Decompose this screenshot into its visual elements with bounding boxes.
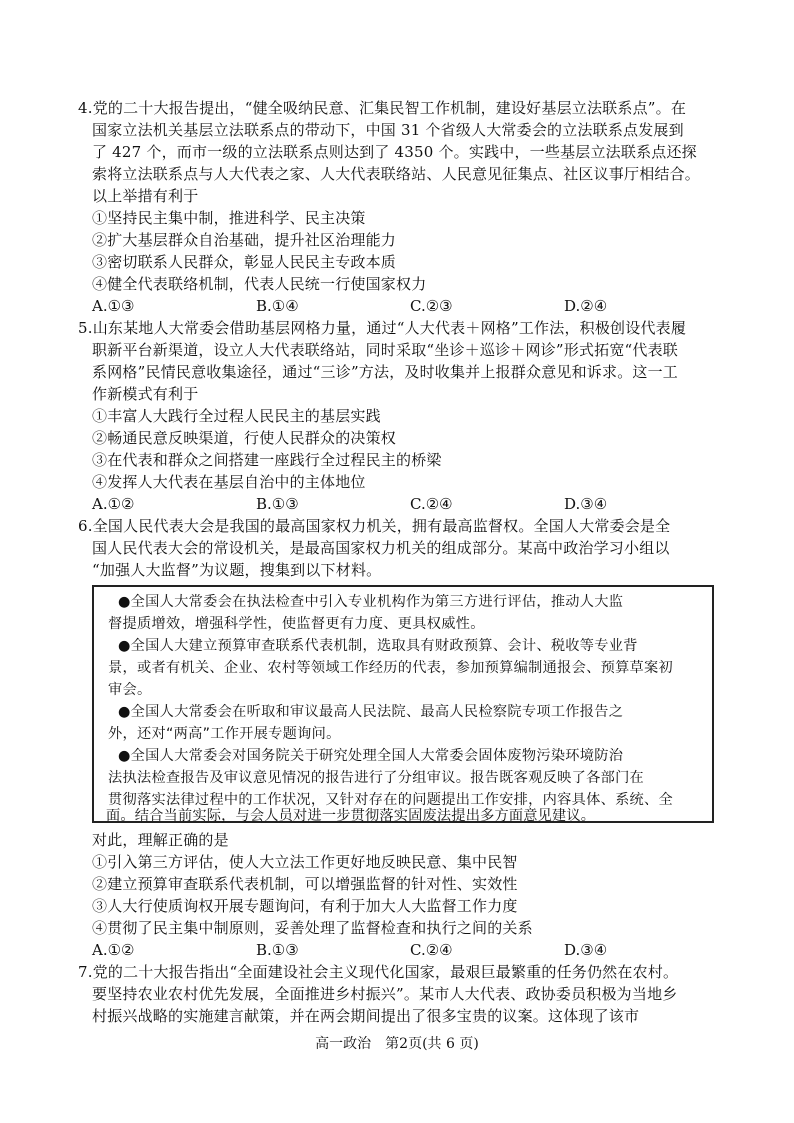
q5-item: ③在代表和群众之间搭建一座践行全过程民主的桥梁 <box>92 451 442 469</box>
material-line: 督提质增效，增强科学性，使监督更有力度、更具权威性。 <box>108 616 485 632</box>
material-line: ●全国人大常委会在听取和审议最高人民法院、最高人民检察院专项工作报告之 <box>118 704 624 720</box>
q4-option-a[interactable]: A.①③ <box>92 297 135 315</box>
q6-options <box>92 939 712 961</box>
q5-option-d[interactable]: D.③④ <box>564 495 608 513</box>
page-footer: 高一政治 第2页(共 6 页) <box>315 1036 479 1052</box>
q4-stem-line: 以上举措有利于 <box>92 187 199 205</box>
q5-option-c[interactable]: C.②④ <box>410 495 453 513</box>
q4-stem-line: 索将立法联系点与人大代表之家、人大代表联络站、人民意见征集点、社区议事厅相结合。 <box>92 165 701 183</box>
q6-option-c[interactable]: C.②④ <box>410 941 453 959</box>
q6-stem-line: “加强人大监督”为议题，搜集到以下材料。 <box>92 561 382 579</box>
q5-stem-line: 系网格”民情民意收集途径，通过“三诊”方法，及时收集并上报群众意见和诉求。这一工 <box>92 363 679 381</box>
q4-item: ③密切联系人民群众，彰显人民民主专政本质 <box>92 253 397 271</box>
q6-option-b[interactable]: B.①③ <box>256 941 299 959</box>
q5-stem-line: 职新平台新渠道，设立人大代表联络站，同时采取“坐诊＋巡诊＋网诊”形式拓宽“代表联 <box>92 341 679 359</box>
q6-stem-line: 6.全国人民代表大会是我国的最高国家权力机关，拥有最高监督权。全国人大常委会是全 <box>78 517 671 535</box>
q4-item: ①坚持民主集中制，推进科学、民主决策 <box>92 209 366 227</box>
material-line: ●全国人大常委会在执法检查中引入专业机构作为第三方进行评估，推动人大监 <box>118 594 624 610</box>
material-line: 法执法检查报告及审议意见情况的报告进行了分组审议。报告既客观反映了各部门在 <box>108 770 645 786</box>
q5-item: ②畅通民意反映渠道，行使人民群众的决策权 <box>92 429 397 447</box>
q7-stem-line: 要坚持农业农村优先发展，全面推进乡村振兴”。某市人大代表、政协委员积极为当地乡 <box>92 985 678 1003</box>
q5-options <box>92 493 712 515</box>
q6-item: ②建立预算审查联系代表机制，可以增强监督的针对性、实效性 <box>92 875 518 893</box>
q4-stem-line: 国家立法机关基层立法联系点的带动下，中国 31 个省级人大常委会的立法联系点发展到 <box>92 121 684 139</box>
q4-item: ②扩大基层群众自治基础，提升社区治理能力 <box>92 231 397 249</box>
q6-item: ③人大行使质询权开展专题询问，有利于加大人大监督工作力度 <box>92 897 518 915</box>
q4-item: ④健全代表联络机制，代表人民统一行使国家权力 <box>92 275 427 293</box>
q4-stem-line: 了 427 个，而市一级的立法联系点则达到了 4350 个。实践中，一些基层立法联系点还探 <box>92 143 697 161</box>
q6-item: ①引入第三方评估，使人大立法工作更好地反映民意、集中民智 <box>92 853 518 871</box>
q5-item: ④发挥人大代表在基层自治中的主体地位 <box>92 473 366 491</box>
material-line: 景，或者有机关、企业、农村等领域工作经历的代表，参加预算编制通报会、预算草案初 <box>108 660 674 676</box>
q4-stem-line: 4.党的二十大报告提出，“健全吸纳民意、汇集民智工作机制，建设好基层立法联系点”。在 <box>78 99 687 117</box>
q4-options <box>92 295 712 317</box>
material-box <box>92 585 714 823</box>
material-line: 贯彻落实法律过程中的工作状况，又针对存在的问题提出工作安排，内容具体、系统、全 <box>108 792 674 808</box>
q4-option-b[interactable]: B.①④ <box>256 297 299 315</box>
q6-option-d[interactable]: D.③④ <box>564 941 608 959</box>
q7-stem-line: 7.党的二十大报告指出“全面建设社会主义现代化国家，最艰巨最繁重的任务仍然在农村。 <box>78 963 679 981</box>
q5-option-a[interactable]: A.①② <box>92 495 135 513</box>
q6-question-stem: 对此，理解正确的是 <box>92 831 229 849</box>
q4-option-c[interactable]: C.②③ <box>410 297 453 315</box>
q5-stem-line: 作新模式有利于 <box>92 385 199 403</box>
q5-option-b[interactable]: B.①③ <box>256 495 299 513</box>
material-line: ●全国人大常委会对国务院关于研究处理全国人大常委会固体废物污染环境防治 <box>118 748 624 764</box>
material-line: 面。结合当前实际，与会人员对进一步贯彻落实固废法提出多方面意见建议。 <box>106 808 596 824</box>
q4-option-d[interactable]: D.②④ <box>564 297 608 315</box>
material-line: 外，还对“两高”工作开展专题询问。 <box>108 726 341 742</box>
material-line: 审会。 <box>108 682 152 698</box>
q5-stem-line: 5.山东某地人大常委会借助基层网格力量，通过“人大代表＋网格”工作法，积极创设代表履 <box>78 319 687 337</box>
q6-stem-line: 国人民代表大会的常设机关，是最高国家权力机关的组成部分。某高中政治学习小组以 <box>92 539 670 557</box>
q7-stem-line: 村振兴战略的实施建言献策，并在两会期间提出了很多宝贵的议案。这体现了该市 <box>92 1007 640 1025</box>
material-line: ●全国人大建立预算审查联系代表机制，选取具有财政预算、会计、税收等专业背 <box>118 638 638 654</box>
q6-item: ④贯彻了民主集中制原则，妥善处理了监督检查和执行之间的关系 <box>92 919 533 937</box>
q5-item: ①丰富人大践行全过程人民民主的基层实践 <box>92 407 381 425</box>
q6-option-a[interactable]: A.①② <box>92 941 135 959</box>
